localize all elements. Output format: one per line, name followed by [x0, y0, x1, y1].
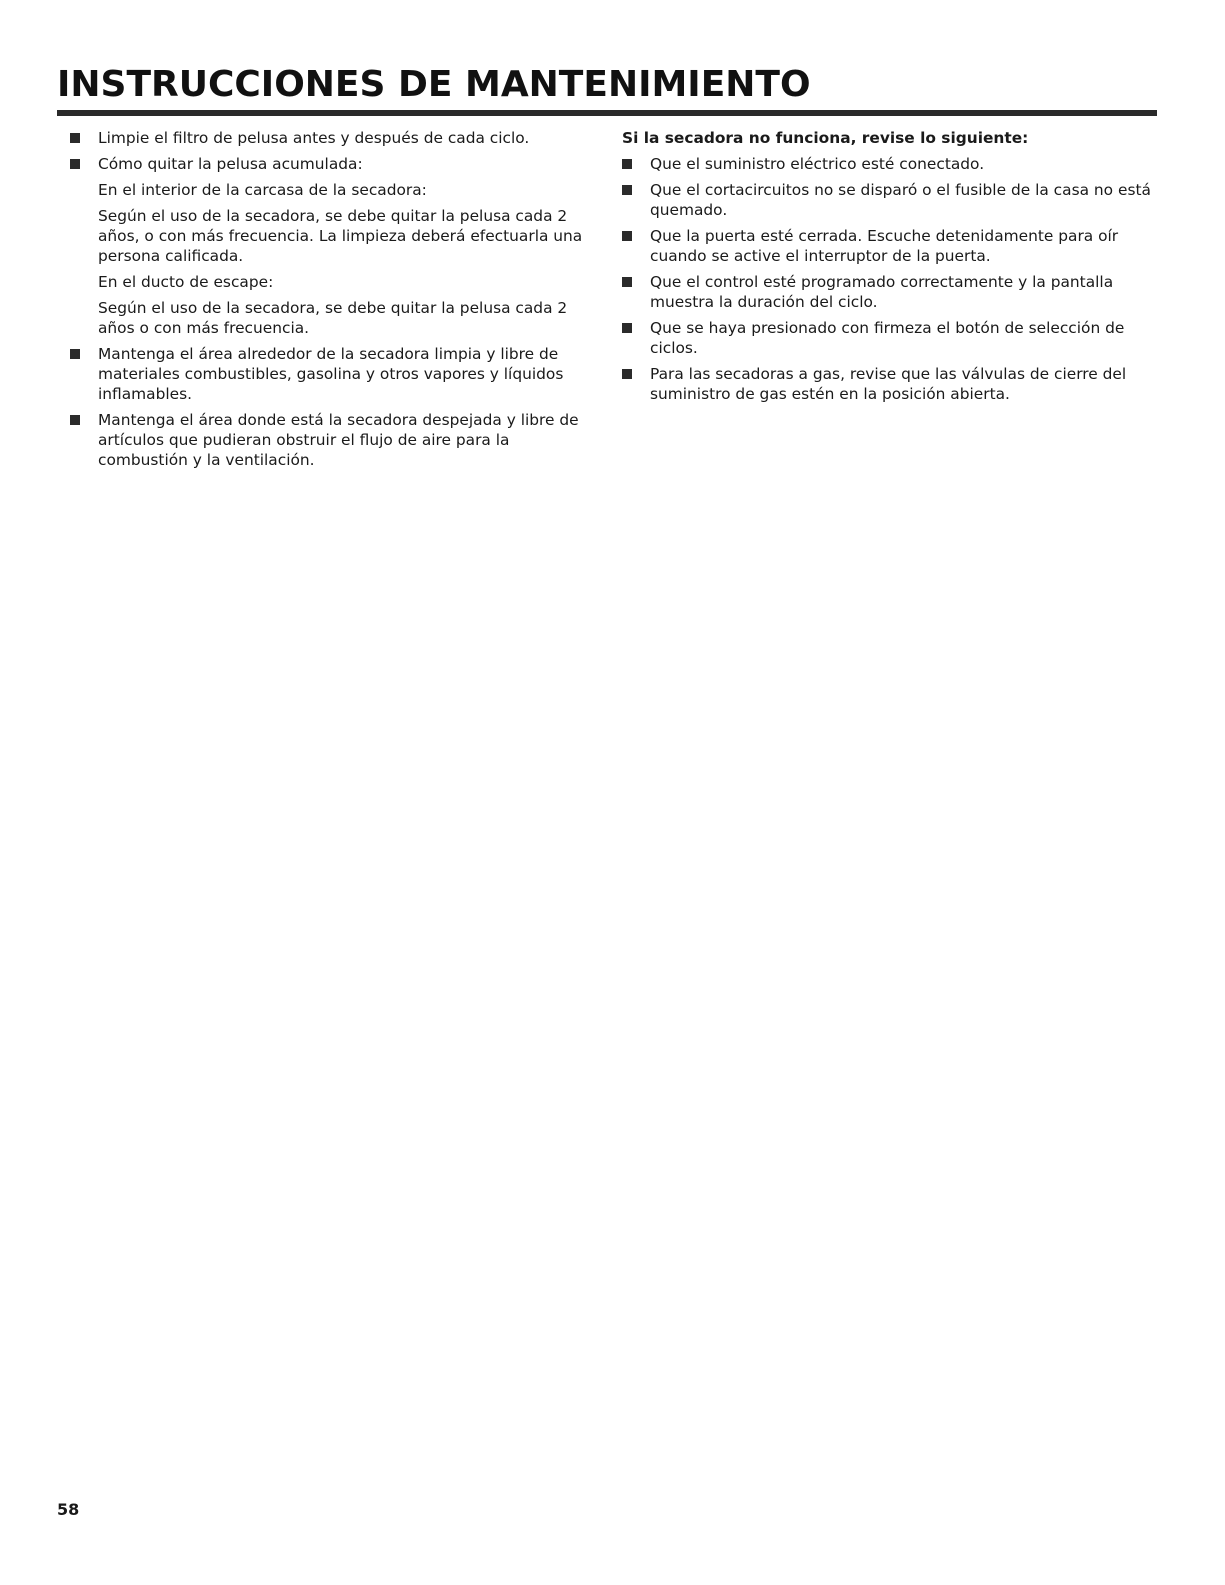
square-bullet-icon: [622, 369, 632, 379]
square-bullet-icon: [70, 415, 80, 425]
title-rule: [57, 110, 1157, 116]
square-bullet-icon: [70, 159, 80, 169]
square-bullet-icon: [70, 133, 80, 143]
list-item: [70, 154, 590, 174]
square-bullet-icon: [622, 323, 632, 333]
left-column: [70, 128, 590, 476]
list-item-text: Que el control esté programado correctamente y la pantalla muestra la duración del ciclo.: [650, 273, 1114, 311]
list-item-text: Para las secadoras a gas, revise que las válvulas de cierre del suministro de gas estén en la posición abierta.: [650, 365, 1127, 403]
list-item-text: Que se haya presionado con firmeza el botón de selección de ciclos.: [650, 319, 1125, 357]
troubleshooting-heading: Si la secadora no funciona, revise lo siguiente:: [622, 129, 1029, 147]
list-item-text: Mantenga el área donde está la secadora despejada y libre de artículos que pudieran obstruir el flujo de aire para la combustión y la ventilación.: [98, 411, 579, 469]
right-column: [622, 128, 1157, 410]
sub-paragraph: Según el uso de la secadora, se debe quitar la pelusa cada 2 años o con más frecuencia.: [98, 299, 568, 337]
square-bullet-icon: [70, 349, 80, 359]
square-bullet-icon: [622, 277, 632, 287]
square-bullet-icon: [622, 159, 632, 169]
page-number: 58: [57, 1500, 80, 1519]
square-bullet-icon: [622, 185, 632, 195]
sub-heading: En el interior de la carcasa de la secadora:: [98, 181, 427, 199]
sub-paragraph: Según el uso de la secadora, se debe quitar la pelusa cada 2 años, o con más frecuencia. La limpieza deberá efectuarla una persona calificada.: [98, 207, 583, 265]
page-title: INSTRUCCIONES DE MANTENIMIENTO: [57, 64, 811, 105]
list-item: [70, 128, 590, 148]
list-item: [622, 226, 1157, 266]
list-item-text: Que la puerta esté cerrada. Escuche detenidamente para oír cuando se active el interruptor de la puerta.: [650, 227, 1119, 265]
list-item-text: Limpie el filtro de pelusa antes y después de cada ciclo.: [98, 129, 530, 147]
square-bullet-icon: [622, 231, 632, 241]
list-item: [70, 410, 590, 470]
list-item: [622, 272, 1157, 312]
list-item-text: Que el cortacircuitos no se disparó o el fusible de la casa no está quemado.: [650, 181, 1151, 219]
list-item: [70, 344, 590, 404]
list-item-text: Que el suministro eléctrico esté conectado.: [650, 155, 985, 173]
list-item-text: Mantenga el área alrededor de la secadora limpia y libre de materiales combustibles, gasolina y otros vapores y líquidos inflamables.: [98, 345, 564, 403]
list-item: [622, 318, 1157, 358]
sub-heading: En el ducto de escape:: [98, 273, 274, 291]
list-item-text: Cómo quitar la pelusa acumulada:: [98, 155, 363, 173]
list-item: [622, 154, 1157, 174]
list-item: [622, 364, 1157, 404]
list-item: [622, 180, 1157, 220]
